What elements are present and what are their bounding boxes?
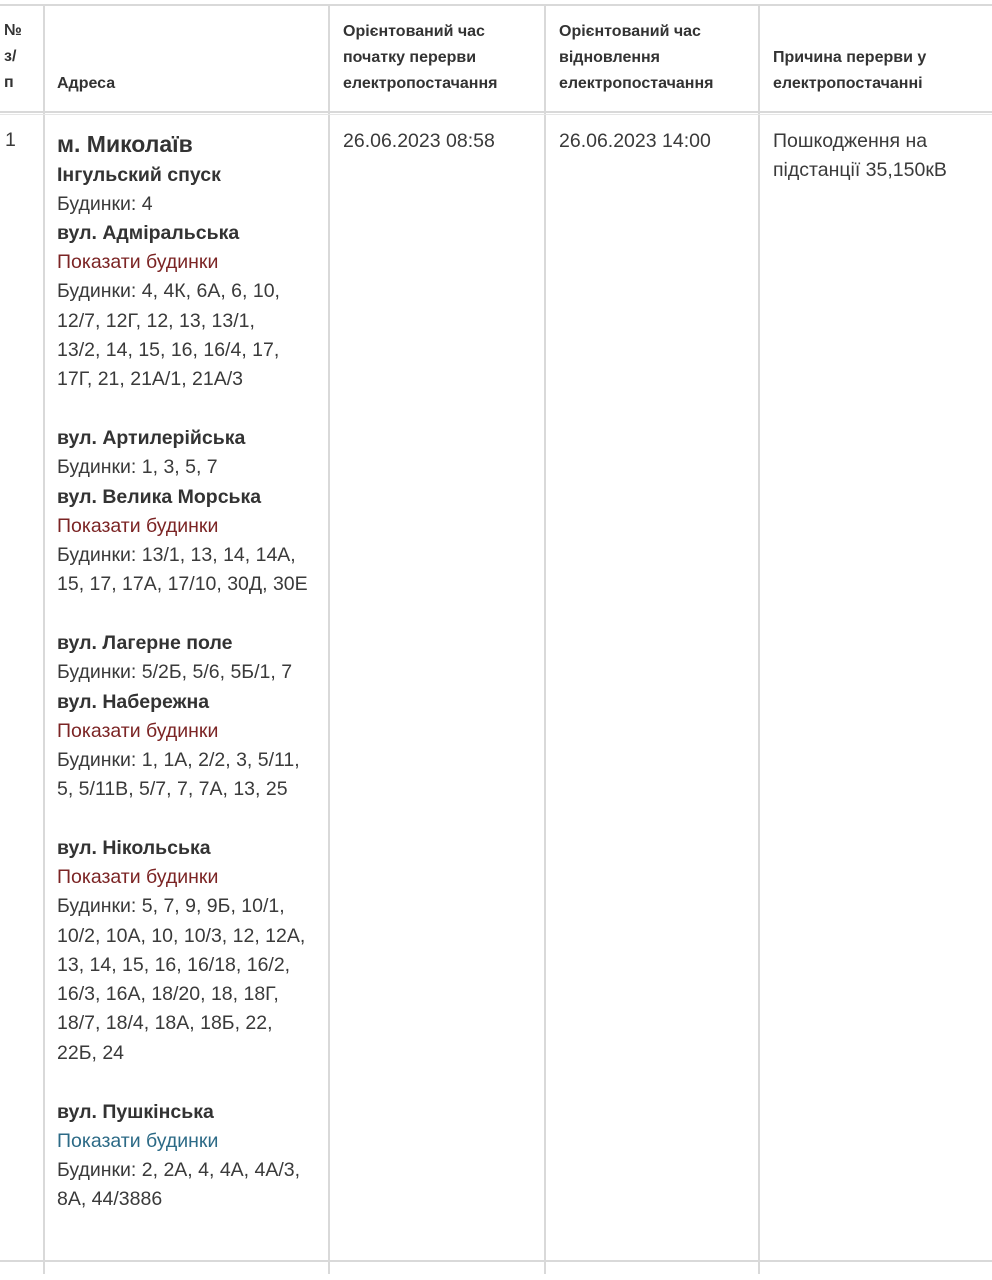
- start-time: 26.06.2023 08:58: [343, 130, 495, 152]
- column-divider: [328, 6, 330, 1274]
- show-houses-link[interactable]: Показати будинки: [57, 251, 219, 274]
- street-group: [57, 483, 319, 600]
- street-name: вул. Набережна: [57, 690, 210, 713]
- column-divider: [544, 6, 546, 1274]
- header-start-line: Орієнтований час: [343, 23, 485, 40]
- row-number: 1: [5, 129, 16, 151]
- house-list: Будинки: 1, 1А, 2/2, 3, 5/11, 5, 5/11В, 5/7, 7, 7А, 13, 25: [57, 748, 300, 800]
- street-group: [57, 1098, 319, 1215]
- show-houses-link[interactable]: Показати будинки: [57, 514, 219, 537]
- house-list: Будинки: 5/2Б, 5/6, 5Б/1, 7: [57, 661, 293, 684]
- header-reason-line: Причина перерви у: [773, 49, 927, 66]
- street-group: [57, 834, 319, 1068]
- header-address: Адреса: [57, 75, 116, 92]
- outage-reason: Пошкодження на підстанції 35,150кВ: [773, 130, 947, 181]
- header-restore-line: Орієнтований час: [559, 23, 701, 40]
- column-divider: [43, 6, 45, 1274]
- header-divider: [0, 111, 992, 113]
- house-list: Будинки: 4: [57, 193, 153, 215]
- header-reason-line: електропостачанні: [773, 75, 923, 92]
- header-restore-time: [559, 19, 713, 97]
- row-divider: [0, 1260, 992, 1262]
- street-group: [57, 688, 319, 805]
- street-name: вул. Пушкінська: [57, 1101, 214, 1124]
- house-list: Будинки: 2, 2А, 4, 4А, 4А/3, 8А, 44/3886: [57, 1159, 301, 1211]
- house-list: Будинки: 4, 4К, 6А, 6, 10, 12/7, 12Г, 12, 13, 13/1, 13/2, 14, 15, 16, 16/4, 17, 17Г, 21, 21А/1, 21А/3: [57, 280, 280, 391]
- house-list: Будинки: 13/1, 13, 14, 14А, 15, 17, 17А, 17/10, 30Д, 30Е: [57, 543, 308, 596]
- header-number-line: №: [4, 22, 22, 39]
- header-divider-shadow: [0, 114, 992, 115]
- column-divider: [758, 6, 760, 1274]
- street-group: [57, 161, 319, 219]
- header-start-line: електропостачання: [343, 75, 498, 92]
- spacer: [57, 599, 319, 629]
- city-name: м. Миколаїв: [57, 131, 193, 157]
- street-name: вул. Велика Морська: [57, 485, 262, 508]
- header-start-line: початку перерви: [343, 49, 477, 66]
- street-group: [57, 629, 319, 687]
- show-houses-link[interactable]: Показати будинки: [57, 866, 219, 889]
- header-number: [4, 18, 22, 96]
- spacer: [57, 394, 319, 424]
- street-name: вул. Лагерне поле: [57, 632, 233, 655]
- header-number-line: з/: [4, 48, 17, 65]
- restore-time: 26.06.2023 14:00: [559, 130, 711, 152]
- street-name: вул. Нікольська: [57, 837, 211, 860]
- show-houses-link[interactable]: Показати будинки: [57, 719, 219, 742]
- house-list: Будинки: 1, 3, 5, 7: [57, 456, 218, 479]
- street-name: Інгульский спуск: [57, 164, 221, 186]
- address-cell: [57, 127, 319, 1215]
- spacer: [57, 804, 319, 834]
- header-start-time: [343, 19, 497, 97]
- house-list: Будинки: 5, 7, 9, 9Б, 10/1, 10/2, 10А, 10, 10/3, 12, 12А, 13, 14, 15, 16, 16/18, 16/2, 16/3, 16А, 18/20, 18, 18Г, 18/7, 18/4, 18А, 18Б, 22, 22Б, 24: [57, 895, 306, 1064]
- header-restore-line: електропостачання: [559, 75, 714, 92]
- header-reason: [773, 45, 926, 97]
- header-restore-line: відновлення: [559, 49, 661, 66]
- spacer: [57, 1068, 319, 1098]
- street-name: вул. Артилерійська: [57, 427, 246, 450]
- show-houses-link[interactable]: Показати будинки: [57, 1130, 219, 1153]
- street-group: [57, 219, 319, 394]
- street-name: вул. Адміральська: [57, 222, 240, 245]
- street-group: [57, 424, 319, 482]
- header-number-line: п: [4, 74, 14, 91]
- table-top-border: [0, 4, 992, 6]
